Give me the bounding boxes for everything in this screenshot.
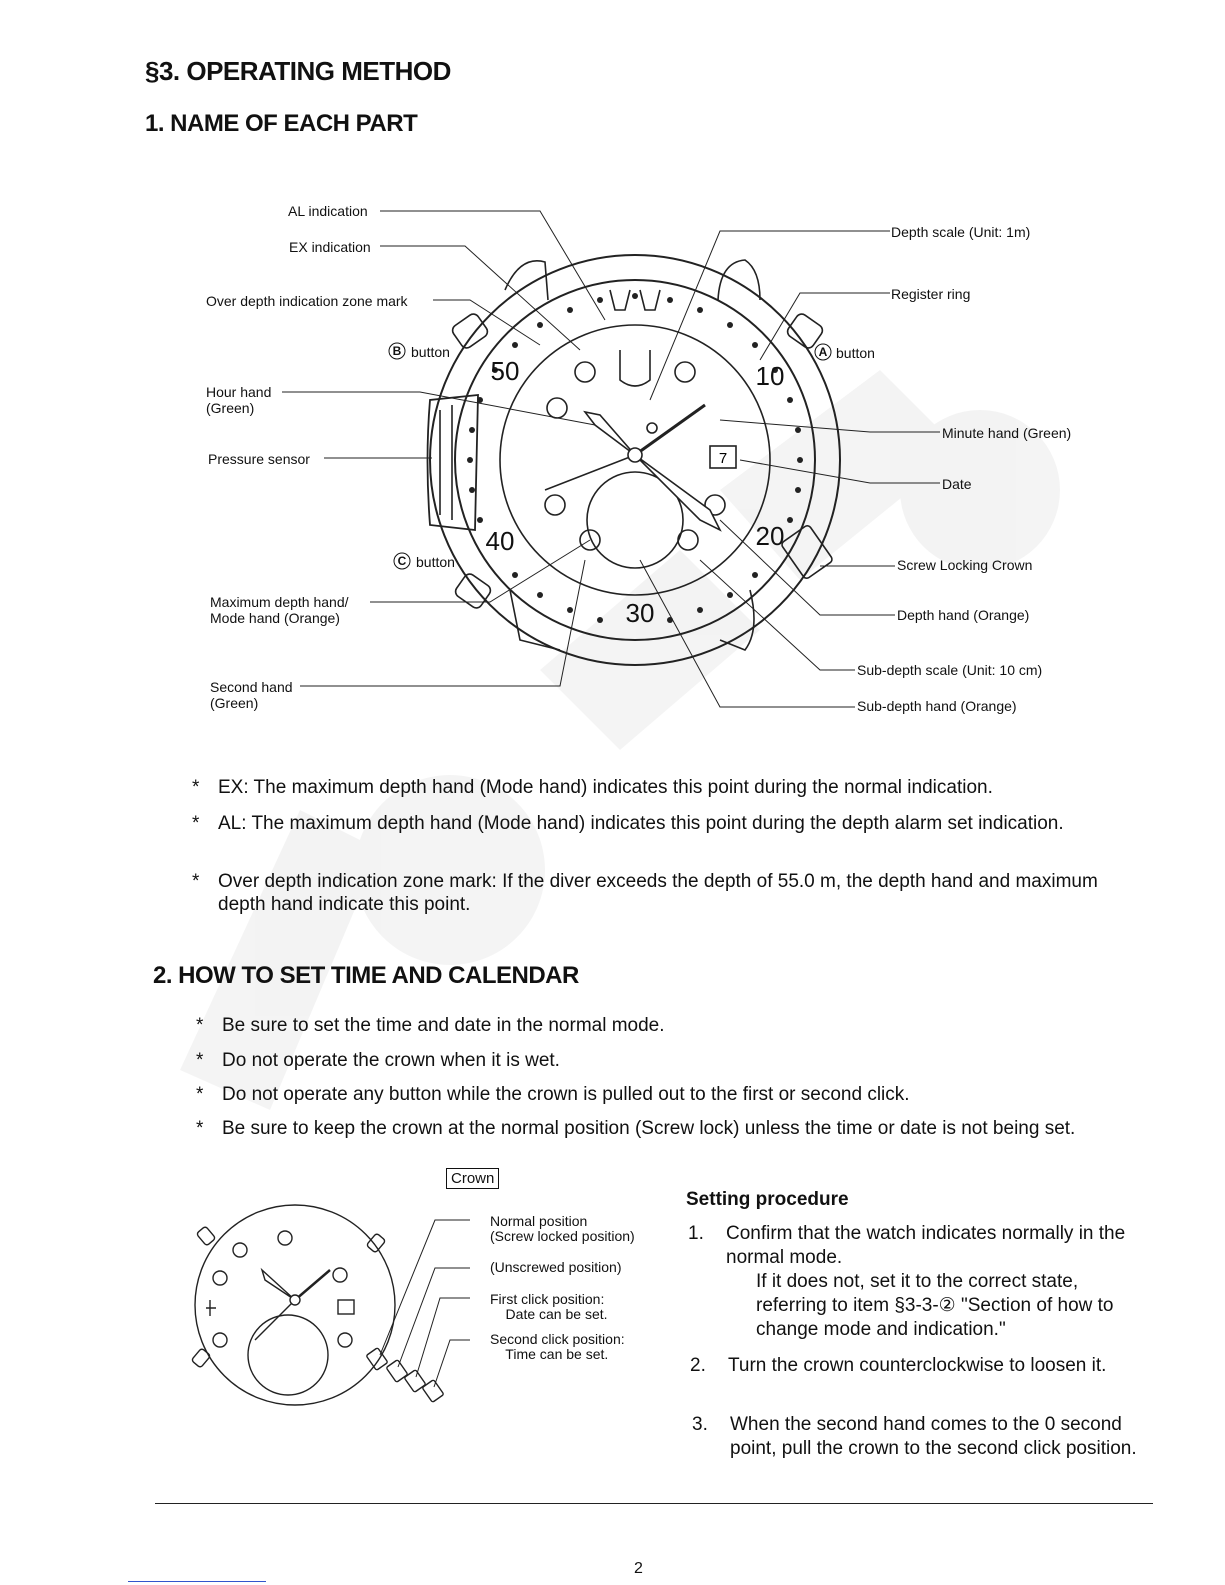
note-normal-mode: * Be sure to set the time and date in the normal mode.: [196, 1015, 665, 1036]
small-watch-diagram: [170, 1200, 470, 1420]
sub-depth-hand-label: Sub-depth hand (Orange): [857, 698, 1017, 714]
a-button-label: button: [836, 345, 875, 361]
section-heading: §3. OPERATING METHOD: [145, 56, 451, 86]
ex-indication-label: EX indication: [289, 239, 371, 255]
c-button-label: button: [416, 554, 455, 570]
note-over-depth: * Over depth indication zone mark: If the diver exceeds the depth of 55.0 m, the depth hand and maximum depth hand indicate this point.: [192, 871, 1098, 915]
note-crown-wet: * Do not operate the crown when it is wet.: [196, 1050, 560, 1071]
note-ex: * EX: The maximum depth hand (Mode hand) indicates this point during the normal indication.: [192, 777, 993, 798]
bezel-number-40: 40: [485, 526, 515, 556]
hour-hand-label: Hour hand (Green): [206, 384, 272, 416]
date-label: Date: [942, 476, 972, 492]
part-names-heading: 1. NAME OF EACH PART: [145, 110, 418, 137]
b-letter: B: [392, 344, 402, 358]
normal-position-label: Normal position (Screw locked position): [490, 1213, 635, 1244]
setting-procedure-title: Setting procedure: [686, 1189, 849, 1210]
link-underline: [128, 1581, 266, 1582]
depth-hand-label: Depth hand (Orange): [897, 607, 1030, 623]
screw-crown-label: Screw Locking Crown: [897, 557, 1033, 573]
note-al: * AL: The maximum depth hand (Mode hand) indicates this point during the depth alarm set indication.: [192, 813, 1064, 834]
step-3: 3. When the second hand comes to the 0 second point, pull the crown to the second click position.: [692, 1414, 1137, 1459]
depth-scale-label: Depth scale (Unit: 1m): [891, 224, 1031, 240]
sub-depth-scale-label: Sub-depth scale (Unit: 10 cm): [857, 662, 1043, 678]
bezel-number-20: 20: [755, 521, 785, 551]
watch-diagram: [0, 0, 1225, 760]
note-buttons: * Do not operate any button while the crown is pulled out to the first or second click.: [196, 1084, 910, 1105]
a-letter: A: [818, 345, 828, 359]
date-window-value: 7: [718, 450, 728, 467]
step-2: 2. Turn the crown counterclockwise to loosen it.: [690, 1355, 1107, 1376]
step-1-sub: If it does not, set it to the correct state, referring to item §3-3-② "Section of how to change mode and indication.": [756, 1271, 1114, 1340]
unscrewed-position-label: (Unscrewed position): [490, 1259, 622, 1275]
bezel-number-10: 10: [755, 361, 785, 391]
step-1: 1. Confirm that the watch indicates normally in the normal mode. If it does not, set it to the correct state, referring to item §3-3-② "Section of how to change mode and indication.": [726, 1222, 1146, 1342]
page-number: 2: [634, 1560, 643, 1577]
bezel-number-50: 50: [490, 356, 520, 386]
al-indication-label: AL indication: [288, 203, 368, 219]
over-depth-label: Over depth indication zone mark: [206, 293, 408, 309]
minute-hand-label: Minute hand (Green): [942, 425, 1072, 441]
crown-label-box: Crown: [446, 1168, 499, 1189]
register-ring-label: Register ring: [891, 286, 971, 302]
second-click-label: Second click position: Time can be set.: [490, 1331, 625, 1362]
first-click-label: First click position: Date can be set.: [490, 1291, 608, 1322]
footer-rule: [155, 1503, 1153, 1504]
b-button-label: button: [411, 344, 450, 360]
time-calendar-heading: 2. HOW TO SET TIME AND CALENDAR: [153, 962, 579, 989]
pressure-sensor-label: Pressure sensor: [208, 451, 310, 467]
second-hand-label: Second hand (Green): [210, 679, 293, 711]
c-letter: C: [397, 554, 407, 568]
note-screw-lock: * Be sure to keep the crown at the normal position (Screw lock) unless the time or date is not being set.: [196, 1118, 1076, 1139]
bezel-number-30: 30: [625, 598, 655, 628]
max-depth-hand-label: Maximum depth hand/ Mode hand (Orange): [210, 594, 349, 626]
